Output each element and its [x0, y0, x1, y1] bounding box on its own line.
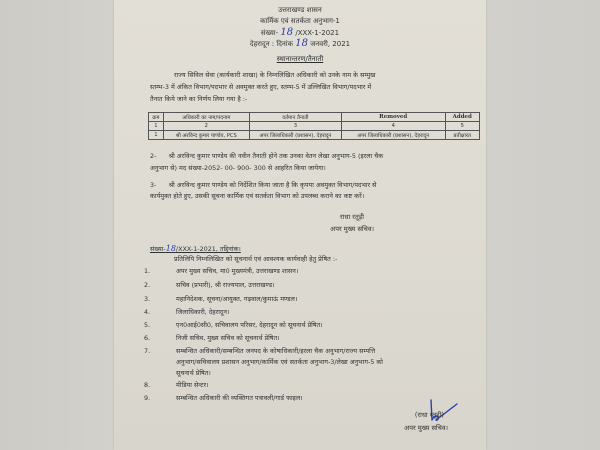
para-2-line-2: अनुभाग से) मद संख्या-2052- 00- 900- 300 से आहरित किया जायेगा। [150, 164, 326, 172]
list-item-text: सम्बन्धित अधिकारी की व्यक्तिगत पत्रावली/गार्ड फाइल। [176, 394, 303, 402]
list-item-text: अपर मुख्य सचिव, मा0 मुख्यमंत्री, उत्तराखण्ड शासन। [176, 267, 299, 275]
col-header-officer: अधिकारी का नाम/पदनाम [163, 113, 249, 122]
list-item-text-continued: अनुभाग/सचिवालय प्रशासन अनुभाग/कार्मिक एवं सतर्कता अनुभाग-3/लेखा अनुभाग-5 को [176, 358, 383, 366]
date-handwritten-day: 18 [295, 38, 308, 49]
list-item-number: 5. [144, 321, 151, 329]
list-item-number: 3. [144, 295, 151, 303]
intro-line-1: राज्य सिविल सेवा (कार्यकारी शाखा) के निम्नलिखित अधिकारी को उनके नाम के सम्मुख [174, 71, 376, 79]
list-item-number: 7. [144, 347, 151, 355]
section-name: कार्मिक एवं सतर्कता अनुभाग-1 [260, 17, 340, 25]
cell-current-posting: अपर जिलाधिकारी (प्रशासन), देहरादून [249, 130, 341, 139]
col-header-removed: Removed [341, 113, 445, 122]
para-3-number: 3- [150, 181, 157, 189]
col-num: 2 [163, 122, 249, 131]
signatory-name-bracketed: (राधा रतूड़ी) [414, 411, 444, 419]
table-column-number-row [149, 122, 480, 131]
intro-line-3: तैनात किये जाने का निर्णय लिया गया है :- [150, 95, 248, 103]
list-item-number: 1. [144, 267, 151, 275]
para-2-text: श्री अरविन्द कुमार पाण्डेय की नवीन तैनाती होने तक उनका वेतन लेखा अनुभाग-5 (इरला चैक [168, 152, 384, 160]
list-item [144, 266, 484, 278]
col-num: 1 [149, 122, 164, 131]
cell-added: प्रतीक्षारत [445, 130, 479, 139]
para-2-number: 2- [150, 152, 157, 160]
para-3-line-2: कार्यमुक्त होते हुए, उसकी सूचना कार्मिक एवं सतर्कता विभाग को उपलब्ध कराने का कष्ट करें। [150, 192, 365, 200]
backdrop-right [486, 0, 600, 450]
list-item-text: निजी सचिव, मुख्य सचिव को सूचनार्थ प्रेषित। [176, 334, 280, 342]
ref-handwritten-number: 18 [280, 27, 294, 38]
col-header-current-posting: वर्तमान तैनाती [249, 113, 341, 122]
para-3-line-1 [150, 180, 377, 191]
list-item [144, 280, 484, 292]
para-2-line-1 [150, 151, 383, 162]
order-date [114, 39, 486, 49]
list-item [144, 307, 484, 319]
col-num: 3 [249, 122, 341, 131]
government-order-document [114, 0, 486, 450]
cell-removed: अपर जिलाधिकारी (प्रशासन), देहरादून [341, 130, 445, 139]
intro-line-2: स्तम्भ-3 में अंकित विभाग/पदभार से अवमुक्त करते हुए, स्तम्भ-5 में उल्लिखित विभाग/पदभार में [150, 83, 372, 91]
department-name: उत्तराखण्ड शासन [278, 6, 322, 14]
list-item-text: मीडिया सेन्टर। [176, 381, 209, 389]
col-num: 5 [445, 122, 479, 131]
cell-officer-name: श्री अरविन्द कुमार पाण्डेय, PCS [163, 130, 249, 139]
subject-heading: स्थानान्तरण/तैनाती [276, 55, 324, 63]
list-item-number: 8. [144, 381, 151, 389]
table-row [149, 130, 480, 139]
cell-sno: 1 [149, 130, 164, 139]
signatory-designation: अपर मुख्य सचिव। [330, 225, 374, 233]
list-item-text: सचिव (प्रभारी), श्री राज्यपाल, उत्तराखण्ड। [176, 281, 275, 289]
list-item [144, 294, 484, 306]
list-item [144, 333, 484, 345]
ref-prefix: संख्या- [260, 29, 279, 37]
list-item-number: 2. [144, 281, 151, 289]
signatory-name: राधा रतूड़ी [340, 213, 364, 221]
reference-number [114, 28, 486, 38]
copy-ref-handwritten-number: 18 [165, 244, 176, 253]
list-item [144, 380, 484, 392]
signatory-designation-bottom: अपर मुख्य सचिव। [404, 424, 448, 432]
list-item-number: 9. [144, 394, 151, 402]
col-header-sno: क्रम [149, 113, 164, 122]
ref-suffix: /XXX-1-2021 [295, 29, 340, 37]
col-num: 4 [341, 122, 445, 131]
table-header-row [149, 113, 480, 122]
list-item [144, 346, 484, 382]
list-item-number: 4. [144, 308, 151, 316]
posting-table [148, 112, 480, 140]
list-item-text-continued: सूचनार्थ प्रेषित। [176, 369, 211, 377]
copy-intro: प्रतिलिपि निम्नलिखित को सूचनार्थ एवं आवश्यक कार्यवाही हेतु प्रेषित :- [174, 255, 338, 263]
date-suffix: जनवरी, 2021 [310, 40, 351, 48]
backdrop-left [0, 0, 114, 450]
list-item [144, 320, 484, 332]
list-item-text: सम्बन्धित अधिकारी/सम्बन्धित जनपद के कोषाधिकारी/इरला चैक अनुभाग/राज्य सम्पत्ति [176, 347, 376, 355]
date-prefix: देहरादून : दिनांक [249, 40, 293, 48]
col-header-added: Added [445, 113, 479, 122]
para-3-text: श्री अरविन्द कुमार पाण्डेय को निर्देशित किया जाता है कि कृपया अवमुक्त विभाग/पदभार से [168, 181, 377, 189]
list-item-text: एन0आई0सी0, सचिवालय परिसर, देहरादून को सूचनार्थ प्रेषित। [176, 321, 323, 329]
list-item-text: महानिदेशक, सूचना/आयुक्त, गढ़वाल/कुमाऊं मण्डल। [176, 295, 298, 303]
copy-ref-prefix: संख्या- [150, 245, 166, 253]
copy-ref-suffix: /XXX-1-2021, तद्दिनांक। [175, 245, 241, 253]
list-item-text: जिलाधिकारी, देहरादून। [176, 308, 230, 316]
list-item-number: 6. [144, 334, 151, 342]
